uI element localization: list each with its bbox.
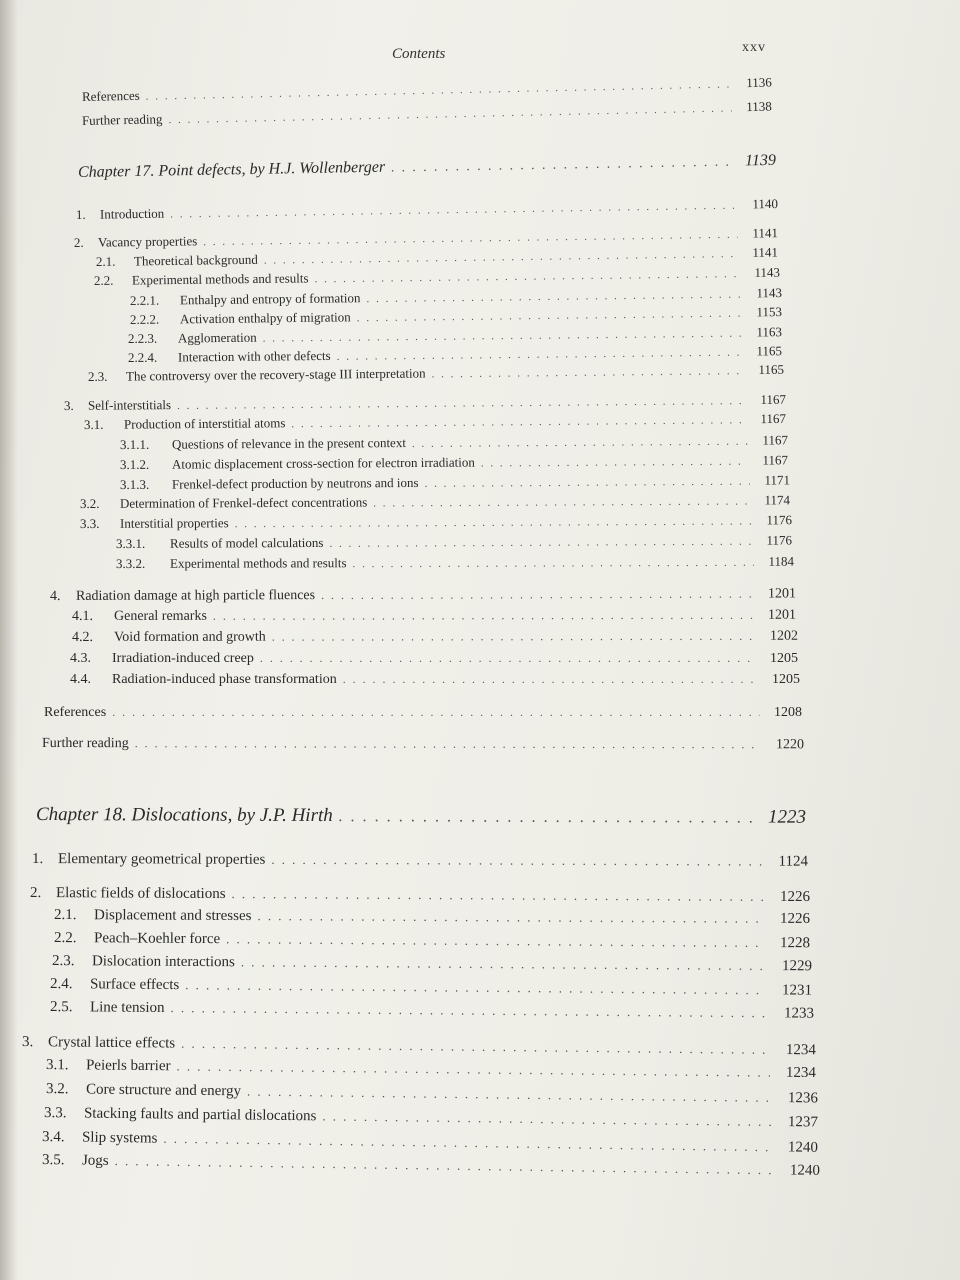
dot-leader — [366, 289, 742, 306]
dot-leader — [322, 1109, 772, 1129]
page-reference: 1141 — [752, 225, 779, 241]
page-reference: 1165 — [756, 343, 783, 359]
section-title: Irradiation-induced creep — [112, 651, 254, 666]
page-reference: 1231 — [781, 982, 813, 999]
section-title: Production of interstitial atoms — [123, 415, 286, 432]
dot-leader — [373, 495, 750, 510]
page-reference: 1139 — [744, 151, 777, 170]
toc-entry[interactable] — [50, 999, 814, 1023]
toc-entry[interactable] — [120, 473, 790, 493]
dot-leader — [176, 1059, 770, 1080]
page-reference: 1223 — [767, 806, 807, 828]
section-number: 2.2.4. — [127, 349, 158, 365]
section-number: 2.2. — [93, 272, 114, 288]
dot-leader — [263, 328, 742, 346]
section-title: Crystal lattice effects — [47, 1034, 176, 1052]
page-reference: 1208 — [774, 705, 802, 720]
dot-leader — [353, 557, 754, 571]
toc-entry[interactable] — [42, 736, 804, 753]
section-title: Further reading — [41, 736, 129, 752]
section-title: Experimental methods and results — [169, 555, 347, 571]
page-reference: 1143 — [756, 285, 783, 301]
section-number: 2.2. — [53, 930, 77, 947]
page-reference: 1141 — [752, 244, 779, 260]
toc-entry[interactable] — [32, 851, 808, 871]
section-number: 3.1.2. — [119, 456, 150, 472]
dot-leader — [241, 955, 766, 973]
section-number: 3.3.2. — [115, 555, 146, 571]
toc-entry[interactable] — [46, 1081, 818, 1108]
page-reference: 1143 — [754, 264, 781, 280]
section-number: 3. — [21, 1034, 34, 1051]
toc-entry[interactable] — [72, 629, 798, 646]
section-number: 3.2. — [79, 495, 100, 511]
chapter-title: Chapter 17. Point defects, by H.J. Wollenberger — [77, 158, 386, 181]
section-title: Surface effects — [89, 976, 180, 994]
toc-entry[interactable] — [70, 672, 800, 688]
chapter-heading[interactable] — [78, 152, 776, 183]
section-number: 2. — [29, 885, 42, 902]
dot-leader — [291, 414, 746, 431]
page-reference: 1234 — [785, 1042, 817, 1059]
toc-entry[interactable] — [80, 513, 792, 532]
page-reference: 1174 — [764, 492, 791, 508]
page-reference: 1201 — [767, 586, 797, 602]
page-reference: 1205 — [770, 651, 798, 666]
page-reference: 1167 — [762, 452, 789, 468]
section-number: 3.3.1. — [115, 535, 146, 551]
dot-leader — [391, 154, 730, 176]
dot-leader — [339, 808, 754, 828]
section-number: 3.5. — [41, 1152, 65, 1169]
page-reference: 1202 — [769, 628, 799, 644]
section-title: Introduction — [99, 205, 165, 222]
chapter-title: Chapter 18. Dislocations, by J.P. Hirth — [35, 804, 333, 827]
toc-entry[interactable] — [22, 1034, 816, 1060]
toc-entry[interactable] — [88, 363, 784, 385]
toc-entry[interactable] — [44, 1105, 818, 1132]
section-title: Displacement and stresses — [93, 907, 252, 925]
dot-leader — [264, 248, 738, 267]
section-title: References — [44, 705, 107, 720]
dot-leader — [213, 609, 754, 624]
section-title: Jogs — [81, 1152, 109, 1169]
section-number: 4.3. — [70, 651, 91, 666]
dot-leader — [432, 365, 745, 381]
section-number: 4.4. — [70, 672, 91, 687]
dot-leader — [177, 395, 746, 413]
toc-entry[interactable] — [84, 412, 786, 433]
page-reference: 1205 — [772, 672, 800, 687]
page-reference: 1167 — [760, 410, 787, 427]
page-reference: 1184 — [768, 553, 795, 569]
dot-leader — [203, 229, 738, 249]
dot-leader — [260, 652, 756, 666]
section-title: Determination of Frenkel-defect concentrations — [119, 494, 368, 511]
dot-leader — [185, 978, 766, 998]
page-reference: 1136 — [746, 74, 772, 91]
page-reference: 1228 — [779, 935, 811, 952]
dot-leader — [247, 1084, 772, 1105]
page-reference: 1236 — [787, 1090, 819, 1107]
toc-entry[interactable] — [54, 930, 810, 953]
toc-entry[interactable] — [130, 305, 782, 328]
toc-entry[interactable] — [82, 76, 772, 105]
toc-entry[interactable] — [80, 493, 790, 512]
section-title: Vacancy properties — [97, 233, 198, 250]
section-number: 1. — [75, 206, 86, 222]
page-reference: 1167 — [762, 432, 789, 448]
section-title: The controversy over the recovery-stage III interpretation — [125, 365, 426, 384]
section-number: 2.3. — [51, 953, 75, 970]
section-title: Results of model calculations — [169, 534, 324, 551]
page-reference: 1237 — [787, 1114, 819, 1131]
section-number: 3.3. — [79, 515, 100, 531]
toc-entry[interactable] — [116, 533, 792, 551]
toc-entry[interactable] — [94, 266, 780, 289]
dot-leader — [226, 932, 764, 950]
page-reference: 1171 — [764, 472, 791, 488]
section-title: Radiation-induced phase transformation — [112, 672, 337, 687]
page-reference: 1201 — [767, 607, 797, 623]
section-title: Interstitial properties — [119, 515, 229, 531]
running-head: Contents — [392, 46, 446, 62]
toc-entry[interactable] — [50, 586, 796, 605]
section-number: 3.1.1. — [119, 436, 150, 452]
dot-leader — [337, 347, 742, 364]
page-reference: 1229 — [781, 958, 813, 975]
page-reference: 1153 — [756, 304, 783, 320]
section-number: 3.3. — [43, 1105, 67, 1122]
section-number: 2.1. — [53, 907, 77, 924]
dot-leader — [412, 436, 748, 451]
dot-leader — [343, 673, 758, 687]
page-number: xxv — [742, 40, 766, 55]
dot-leader — [235, 515, 752, 530]
dot-leader — [168, 102, 732, 127]
dot-leader — [170, 200, 738, 222]
dot-leader — [329, 536, 752, 551]
dot-leader — [425, 476, 751, 491]
dot-leader — [321, 588, 754, 603]
page-reference: 1234 — [785, 1064, 817, 1082]
page-reference: 1176 — [766, 532, 793, 548]
toc-entry[interactable] — [128, 325, 782, 347]
page-reference: 1138 — [746, 98, 772, 115]
dot-leader — [257, 909, 764, 926]
dot-leader — [171, 1001, 769, 1021]
dot-leader — [181, 1037, 770, 1058]
section-title: General remarks — [113, 608, 207, 624]
section-title: Elementary geometrical properties — [57, 851, 266, 868]
page-reference: 1163 — [756, 324, 783, 340]
section-title: Activation enthalpy of migration — [179, 309, 351, 327]
page-reference: 1140 — [752, 195, 779, 212]
section-number: 3.2. — [45, 1081, 69, 1098]
toc-entry[interactable] — [64, 393, 786, 414]
page-reference: 1226 — [779, 888, 811, 906]
section-number: 2.4. — [49, 976, 73, 993]
dot-leader — [271, 853, 762, 869]
toc-entry[interactable] — [70, 651, 798, 667]
section-title: Core structure and energy — [85, 1081, 242, 1100]
dot-leader — [481, 456, 748, 471]
section-number: 2.2.3. — [127, 330, 158, 346]
toc-entry[interactable] — [120, 433, 788, 453]
toc-entry[interactable] — [120, 453, 788, 473]
toc-entry[interactable] — [44, 705, 802, 721]
section-number: 2.5. — [49, 999, 73, 1016]
section-title: Stacking faults and partial dislocations — [83, 1105, 317, 1125]
section-number: 1. — [31, 851, 44, 868]
toc-entry[interactable] — [52, 953, 812, 976]
page-reference: 1176 — [766, 512, 793, 528]
section-title: Peierls barrier — [85, 1057, 171, 1075]
section-title: Interaction with other defects — [177, 347, 331, 365]
section-title: Experimental methods and results — [131, 270, 309, 288]
dot-leader — [135, 737, 762, 752]
section-number: 4.2. — [71, 629, 94, 645]
page-reference: 1240 — [787, 1139, 819, 1156]
section-title: Atomic displacement cross-section for electron irradiation — [171, 454, 475, 472]
dot-leader — [163, 1132, 772, 1155]
section-title: Radiation damage at high particle fluences — [75, 588, 316, 604]
section-title: References — [81, 87, 140, 104]
section-number: 3.1.3. — [119, 476, 150, 492]
page-reference: 1233 — [783, 1005, 815, 1022]
section-title: Peach–Koehler force — [93, 930, 221, 948]
dot-leader — [112, 706, 760, 720]
section-number: 3.4. — [41, 1129, 65, 1146]
dot-leader — [357, 308, 742, 325]
toc-entry[interactable] — [50, 976, 812, 1000]
page-reference: 1220 — [775, 737, 805, 753]
toc-entry[interactable] — [46, 1057, 816, 1082]
section-number: 2.1. — [95, 253, 116, 269]
page-reference: 1165 — [758, 361, 785, 377]
section-number: 2.2.1. — [129, 292, 160, 308]
toc-entry[interactable] — [76, 197, 778, 223]
toc-entry[interactable] — [116, 555, 794, 572]
toc-entry[interactable] — [72, 608, 796, 625]
section-title: Dislocation interactions — [91, 953, 235, 971]
section-title: Agglomeration — [177, 329, 257, 346]
page-reference: 1240 — [789, 1162, 821, 1179]
dot-leader — [232, 887, 765, 904]
section-number: 2.3. — [87, 368, 108, 384]
section-number: 4.1. — [71, 608, 94, 624]
dot-leader — [115, 1154, 774, 1178]
section-title: Enthalpy and entropy of formation — [179, 290, 361, 308]
section-number: 3.1. — [45, 1057, 69, 1074]
toc-entry[interactable] — [30, 885, 810, 906]
section-title: Slip systems — [81, 1129, 158, 1147]
chapter-heading[interactable] — [36, 804, 806, 829]
section-title: Void formation and growth — [113, 629, 266, 645]
toc-entry[interactable] — [82, 100, 772, 129]
page-reference: 1124 — [778, 853, 809, 870]
section-title: Self-interstitials — [87, 397, 172, 413]
section-number: 4. — [49, 588, 61, 604]
dot-leader — [146, 78, 732, 103]
page-reference: 1226 — [779, 910, 811, 927]
section-title: Elastic fields of dislocations — [55, 885, 226, 903]
dot-leader — [272, 630, 756, 645]
section-number: 2.2.2. — [129, 311, 160, 327]
section-number: 3. — [63, 397, 74, 413]
toc-entry[interactable] — [42, 1152, 820, 1180]
toc-entry[interactable] — [54, 907, 810, 928]
dot-leader — [314, 268, 740, 286]
toc-entry[interactable] — [128, 344, 782, 366]
section-title: Questions of relevance in the present context — [171, 435, 406, 452]
section-title: Theoretical background — [133, 251, 258, 269]
page-reference: 1167 — [760, 391, 787, 407]
section-number: 3.1. — [83, 416, 104, 432]
section-title: Frenkel-defect production by neutrons and ions — [171, 474, 419, 492]
section-number: 2. — [73, 234, 84, 250]
section-title: Line tension — [89, 999, 165, 1016]
section-title: Further reading — [81, 111, 163, 128]
